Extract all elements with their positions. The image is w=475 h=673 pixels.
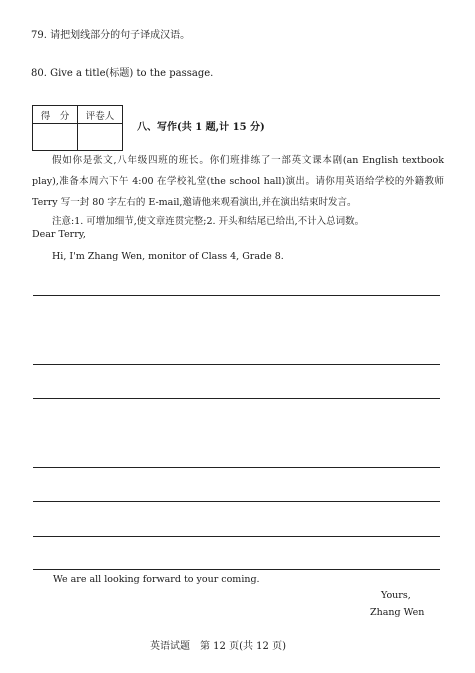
letter-signoff: Yours, — [381, 590, 411, 601]
score-box — [32, 105, 123, 151]
question-80: 80. Give a title(标题) to the passage. — [31, 68, 214, 79]
answer-line[interactable] — [33, 569, 440, 570]
score-header: 得 分 — [33, 106, 78, 124]
letter-signature: Zhang Wen — [370, 607, 425, 618]
answer-line[interactable] — [33, 536, 440, 537]
grader-cell[interactable] — [78, 124, 123, 151]
question-79: 79. 请把划线部分的句子译成汉语。 — [31, 30, 191, 41]
page-footer: 英语试题 第 12 页(共 12 页) — [150, 641, 286, 652]
answer-line[interactable] — [33, 398, 440, 399]
section-title: 八、写作(共 1 题,计 15 分) — [137, 122, 265, 133]
answer-line[interactable] — [33, 295, 440, 296]
letter-closing: We are all looking forward to your coming. — [53, 574, 260, 585]
writing-note: 注意:1. 可增加细节,使文章连贯完整;2. 开头和结尾已给出,不计入总词数。 — [52, 216, 365, 227]
grader-header: 评卷人 — [78, 106, 123, 124]
letter-opening: Hi, I'm Zhang Wen, monitor of Class 4, Grade 8. — [52, 251, 284, 262]
letter-greeting: Dear Terry, — [32, 229, 86, 240]
writing-prompt: 假如你是张文,八年级四班的班长。你们班排练了一部英文课本剧(an English textbook play),准备本周六下午 4:00 在学校礼堂(the school hall)演出。请你用英语给学校的外籍教师 Terry 写一封 80 字左右的 E-mail,邀请他来观看演出,并在演出结束时发言。 — [32, 155, 444, 208]
answer-line[interactable] — [33, 364, 440, 365]
answer-line[interactable] — [33, 501, 440, 502]
score-cell[interactable] — [33, 124, 78, 151]
answer-line[interactable] — [33, 467, 440, 468]
